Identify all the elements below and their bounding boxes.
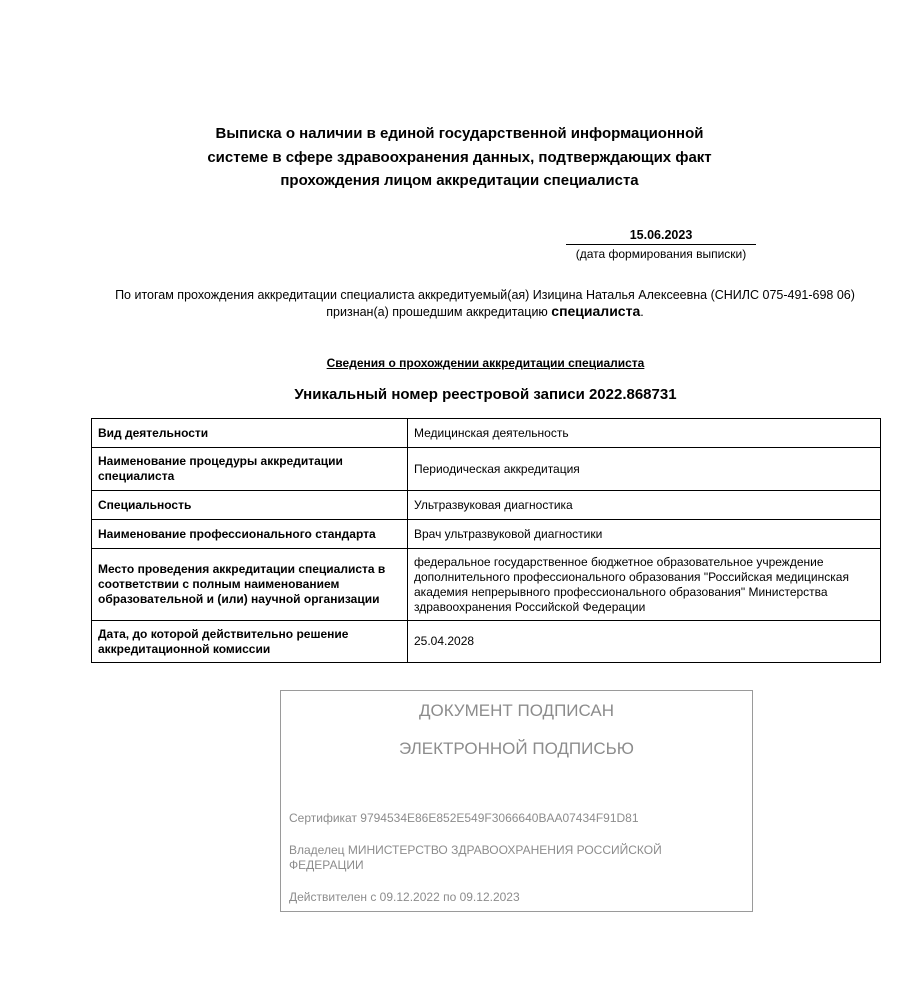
accreditation-result <box>60 287 910 320</box>
title-line-2: системе в сфере здравоохранения данных, подтверждающих факт <box>207 148 712 166</box>
table-row <box>92 419 881 448</box>
issue-date-block <box>566 228 756 262</box>
stamp-heading-2: ЭЛЕКТРОННОЙ ПОДПИСЬЮ <box>399 739 634 758</box>
table-row <box>92 520 881 549</box>
result-line-2-suffix: . <box>640 305 644 319</box>
result-line-2-prefix: признан(а) прошедшим аккредитацию <box>326 305 552 319</box>
row-label: Наименование процедуры аккредитации специалиста <box>92 448 408 491</box>
table-row <box>92 621 881 663</box>
row-label: Специальность <box>92 491 408 520</box>
section-heading: Сведения о прохождении аккредитации специалиста <box>326 356 645 370</box>
stamp-validity: Действителен с 09.12.2022 по 09.12.2023 <box>289 890 520 904</box>
row-label: Дата, до которой действительно решение аккредитационной комиссии <box>92 621 408 663</box>
stamp-heading-1: ДОКУМЕНТ ПОДПИСАН <box>418 701 615 720</box>
document-title <box>0 122 919 193</box>
row-value: федеральное государственное бюджетное образовательное учреждение дополнительного профессионального образования "Российская медицинская академия непрерывного профессионального образования" Министерства здравоохранения Российской Федерации <box>408 549 881 621</box>
row-label: Наименование профессионального стандарта <box>92 520 408 549</box>
registry-number: Уникальный номер реестровой записи 2022.868731 <box>294 386 677 403</box>
stamp-owner: Владелец МИНИСТЕРСТВО ЗДРАВООХРАНЕНИЯ РОССИЙСКОЙ ФЕДЕРАЦИИ <box>289 843 662 872</box>
result-line-2-emphasis: специалиста <box>551 303 641 319</box>
result-line-1: По итогам прохождения аккредитации специалиста аккредитуемый(ая) Изицина Наталья Алексеевна (СНИЛС 075-491-698 06) <box>115 288 855 302</box>
title-line-3: прохождения лицом аккредитации специалиста <box>280 172 639 189</box>
table-row <box>92 491 881 520</box>
row-label: Место проведения аккредитации специалиста в соответствии с полным наименованием образовательной и (или) научной организации <box>92 549 408 621</box>
row-value: Ультразвуковая диагностика <box>408 491 881 520</box>
issue-date: 15.06.2023 <box>566 228 756 245</box>
issue-date-caption: (дата формирования выписки) <box>575 247 747 261</box>
result-line-2 <box>60 303 910 320</box>
row-value: 25.04.2028 <box>408 621 881 663</box>
accreditation-table <box>91 418 881 663</box>
electronic-signature-stamp <box>280 690 753 912</box>
row-value: Периодическая аккредитация <box>408 448 881 491</box>
table-row <box>92 448 881 491</box>
row-label: Вид деятельности <box>92 419 408 448</box>
row-value: Врач ультразвуковой диагностики <box>408 520 881 549</box>
stamp-certificate: Сертификат 9794534E86E852E549F3066640BAA07434F91D81 <box>289 811 639 825</box>
title-line-1: Выписка о наличии в единой государственной информационной <box>215 125 704 142</box>
table-row <box>92 549 881 621</box>
row-value: Медицинская деятельность <box>408 419 881 448</box>
